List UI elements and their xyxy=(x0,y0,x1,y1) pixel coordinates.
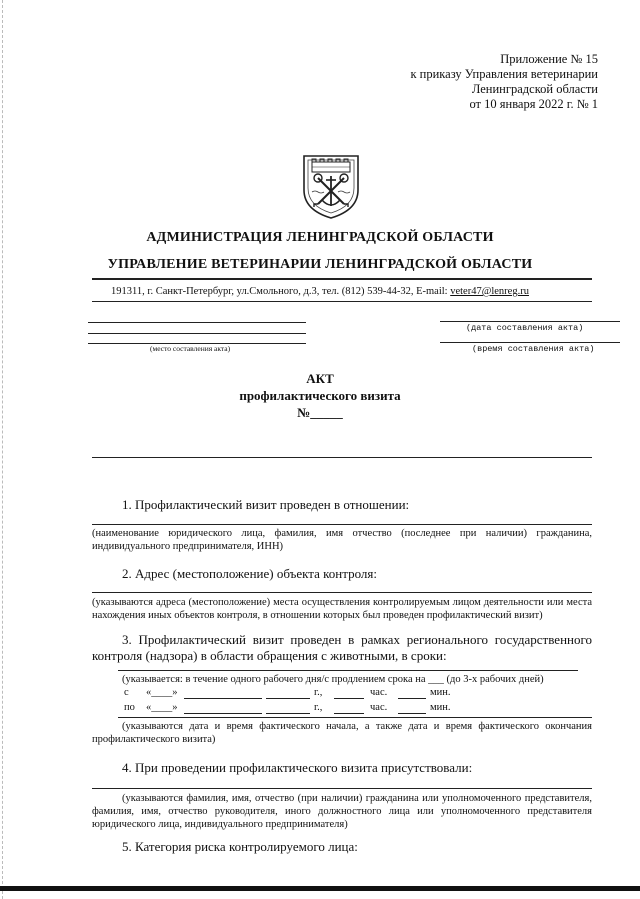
section-4-blank xyxy=(92,788,592,789)
to-hours-suffix: час. xyxy=(370,702,388,713)
section-1-title: 1. Профилактический визит проведен в отношении: xyxy=(122,497,410,512)
appendix-line: к приказу Управления ветеринарии xyxy=(410,67,598,81)
email-link[interactable]: veter47@lenreg.ru xyxy=(450,286,529,297)
from-prefix: с xyxy=(124,687,129,698)
from-hours-blank xyxy=(334,698,364,699)
act-title: АКТ xyxy=(306,371,334,386)
act-title-block xyxy=(0,370,640,421)
section-3-term-note: (указывается: в течение одного рабочего дня/с продлением срока на ___ (до 3-х рабочих дней) xyxy=(122,674,544,685)
act-number: №_____ xyxy=(297,405,343,420)
to-minutes-suffix: мин. xyxy=(430,702,451,713)
to-day: «____» xyxy=(146,702,178,713)
to-hours-blank xyxy=(334,713,364,714)
date-blank xyxy=(440,321,620,322)
to-year-suffix: г., xyxy=(314,702,323,713)
contacts-text: 191311, г. Санкт-Петербург, ул.Смольного, д.3, тел. (812) 539-44-32, E-mail: xyxy=(111,286,448,297)
act-rule xyxy=(92,457,592,458)
section-1-blank xyxy=(92,524,592,525)
section-3-term-blank xyxy=(118,670,578,671)
time-caption: (время составления акта) xyxy=(472,344,595,354)
scan-edge xyxy=(2,0,3,899)
from-year-suffix: г., xyxy=(314,687,323,698)
scan-bottom-edge xyxy=(0,886,640,891)
from-hours-suffix: час. xyxy=(370,687,388,698)
from-day: «____» xyxy=(146,687,178,698)
from-year-blank xyxy=(266,698,310,699)
from-month-blank xyxy=(184,698,262,699)
appendix-line: Приложение № 15 xyxy=(500,52,598,66)
section-4-title: 4. При проведении профилактического визита присутствовали: xyxy=(122,760,473,775)
org-title-administration: АДМИНИСТРАЦИЯ ЛЕНИНГРАДСКОЙ ОБЛАСТИ xyxy=(146,230,494,245)
to-minutes-blank xyxy=(398,713,426,714)
from-minutes-suffix: мин. xyxy=(430,687,451,698)
act-subtitle: профилактического визита xyxy=(239,388,401,403)
section-1-note: (наименование юридического лица, фамилия, имя отчество (последнее при наличии) гражданина, индивидуального предпринимателя, ИНН) xyxy=(92,528,592,552)
appendix-block xyxy=(410,52,598,112)
coat-of-arms-icon xyxy=(300,152,362,220)
section-5-title: 5. Категория риска контролируемого лица: xyxy=(122,839,358,854)
date-caption: (дата составления акта) xyxy=(466,323,584,333)
contacts-line xyxy=(0,286,640,297)
header-rule-top xyxy=(92,278,592,280)
to-month-blank xyxy=(184,713,262,714)
section-3-to-row xyxy=(0,702,640,716)
to-year-blank xyxy=(266,713,310,714)
time-blank xyxy=(440,342,620,343)
section-2-note: (указываются адреса (местоположение) места осуществления контролируемым лицом деятельности или места нахождения иных объектов контроля, в отношении которых был проведен профилактический визит) xyxy=(92,597,592,621)
org-title-veterinary: УПРАВЛЕНИЕ ВЕТЕРИНАРИИ ЛЕНИНГРАДСКОЙ ОБЛАСТИ xyxy=(107,257,533,272)
section-3-title: 3. Профилактический визит проведен в рамках регионального государственного контроля (надзора) в области обращения с животными, в сроки: xyxy=(92,632,592,663)
appendix-line: от 10 января 2022 г. № 1 xyxy=(469,97,598,111)
section-2-blank xyxy=(92,592,592,593)
to-prefix: по xyxy=(124,702,135,713)
section-3-dates-blank xyxy=(118,717,592,718)
from-minutes-blank xyxy=(398,698,426,699)
place-blank-2 xyxy=(88,333,306,334)
section-2-title: 2. Адрес (местоположение) объекта контроля: xyxy=(122,566,377,581)
place-blank-1 xyxy=(88,322,306,323)
appendix-line: Ленинградской области xyxy=(471,82,598,96)
section-4-note: (указываются фамилия, имя, отчество (при наличии) гражданина или уполномоченного представителя, фамилия, имя, отчество руководителя, иного должностного лица или уполномоченного представителя юридического лица, индивидуального предпринимателя) xyxy=(92,793,592,830)
section-3-from-row xyxy=(0,687,640,701)
header-rule-bottom xyxy=(92,301,592,302)
section-3-dates-note: (указываются дата и время фактического начала, а также дата и время фактического окончания профилактического визита) xyxy=(92,721,592,745)
place-caption: (место составления акта) xyxy=(150,344,231,353)
